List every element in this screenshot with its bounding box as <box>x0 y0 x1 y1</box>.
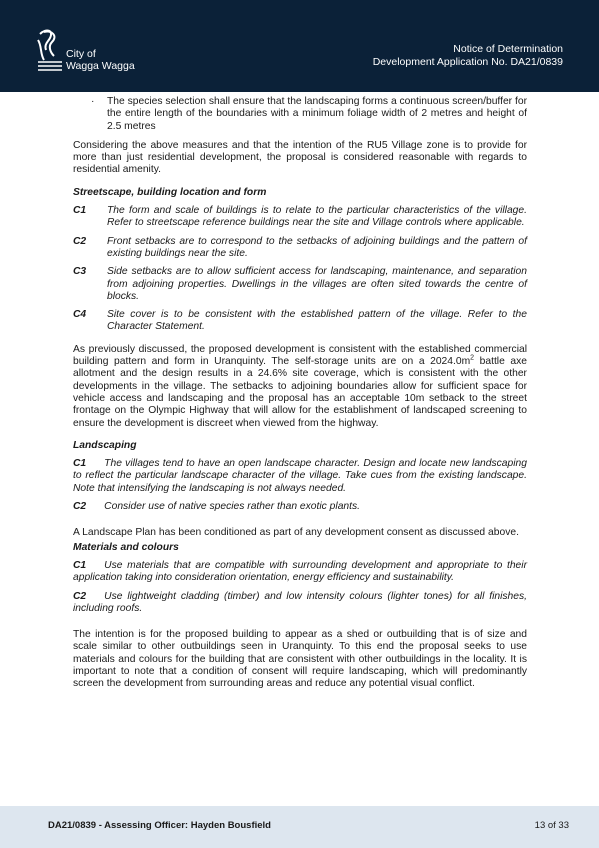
paragraph-outbuilding-intent: The intention is for the proposed building to appear as a shed or outbuilding that is of size and scale similar to other outbuildings seen in Uranquinty. To this end the proposal seeks to use materials and colours for the building that are consistent with other outbuildings in the locality. It is important to note that a condition of consent will require landscaping, which will predominantly screen the development from surrounding areas and reduce any potential visual conflict. <box>73 629 527 690</box>
clause-code: C2 <box>73 590 87 602</box>
clause-code: C2 <box>73 501 87 513</box>
document-body <box>73 96 527 701</box>
header-title-block <box>373 43 563 69</box>
page-number: 13 of 33 <box>534 820 569 831</box>
council-logo <box>36 28 146 76</box>
clause-item <box>73 266 527 303</box>
paragraph-building-pattern <box>73 344 527 430</box>
notice-title: Notice of Determination <box>453 43 563 55</box>
logo-text <box>66 48 135 72</box>
section-heading-streetscape: Streetscape, building location and form <box>73 186 267 198</box>
assessing-officer-line: DA21/0839 - Assessing Officer: Hayden Bousfield <box>48 820 271 831</box>
paragraph-landscape-plan: A Landscape Plan has been conditioned as part of any development consent as discussed above. <box>73 527 519 539</box>
paragraph-amenity: Considering the above measures and that the intention of the RU5 Village zone is to provide for more than just residential development, the proposal is considered reasonable with regards to residential amenity. <box>73 139 527 176</box>
clause-item <box>73 236 527 261</box>
logo-line-1: City of <box>66 48 96 60</box>
clause-code: C2 <box>73 235 87 247</box>
superscript-squared: 2 <box>470 354 475 362</box>
clause-item <box>73 309 527 334</box>
logo-line-2: Wagga Wagga <box>66 60 135 72</box>
clause-text: Site cover is to be consistent with the established pattern of the village. Refer to the Character Statement. <box>107 309 527 333</box>
application-reference: Development Application No. DA21/0839 <box>372 56 563 68</box>
clause-code: C1 <box>73 458 87 470</box>
paragraph-part-a: As previously discussed, the proposed development is consistent with the established commercial building pattern and form in Uranquinty. The self-storage units are on a 2024.0m <box>73 343 527 368</box>
clause-item <box>73 591 527 616</box>
clause-code: C1 <box>73 205 87 217</box>
list-item <box>73 96 527 133</box>
clause-text: Side setbacks are to allow sufficient access for landscaping, maintenance, and separation from adjoining properties. Dwellings in the villages are often sited towards the centre of blocks. <box>107 266 527 302</box>
clause-code: C3 <box>73 266 87 278</box>
bullet-text: The species selection shall ensure that the landscaping forms a continuous screen/buffer for the entire length of the boundaries with a minimum foliage width of 2 metres and height of 2.5 metres <box>107 96 527 132</box>
clause-text: Front setbacks are to correspond to the setbacks of adjoining buildings and the pattern of existing buildings near the site. <box>107 235 527 259</box>
clause-item <box>73 458 527 495</box>
bullet-mark: · <box>91 96 95 107</box>
wagga-wagga-crest-icon <box>36 28 66 74</box>
section-heading-landscaping: Landscaping <box>73 439 137 451</box>
clause-text: Use lightweight cladding (timber) and low intensity colours (lighter tones) for all finishes, including roofs. <box>73 590 527 614</box>
clause-text: Consider use of native species rather than exotic plants. <box>104 501 361 513</box>
clause-text: Use materials that are compatible with surrounding development and appropriate to their application taking into consideration orientation, energy efficiency and sustainability. <box>73 559 527 584</box>
section-heading-materials: Materials and colours <box>73 541 179 553</box>
paragraph-part-b: battle axe allotment and the design results in a 24.6% site coverage, which is consistent with the other developments in the village. The setbacks to adjoining boundaries allow for sufficient space for vehicle access and landscaping and the proposal has an acceptable 10m setback to the street frontage on the Olympic Highway that will allow for the establishment of landscaped screening to ensure the development is discreet when viewed from the highway. <box>73 356 527 429</box>
clause-item <box>73 501 527 513</box>
clause-item <box>73 560 527 585</box>
clause-item <box>73 205 527 230</box>
page-footer <box>0 806 599 848</box>
clause-code: C4 <box>73 309 87 321</box>
clause-text: The villages tend to have an open landscape character. Design and locate new landscaping to reflect the particular landscape character of the village. Take cues from the existing landscape. Note that intensifying the landscaping is not always needed. <box>73 458 527 494</box>
clause-code: C1 <box>73 559 87 571</box>
page-header <box>0 0 599 92</box>
clause-text: The form and scale of buildings is to relate to the particular characteristics of the village. Refer to streetscape reference buildings near the site and Village controls where applicable. <box>107 205 527 229</box>
